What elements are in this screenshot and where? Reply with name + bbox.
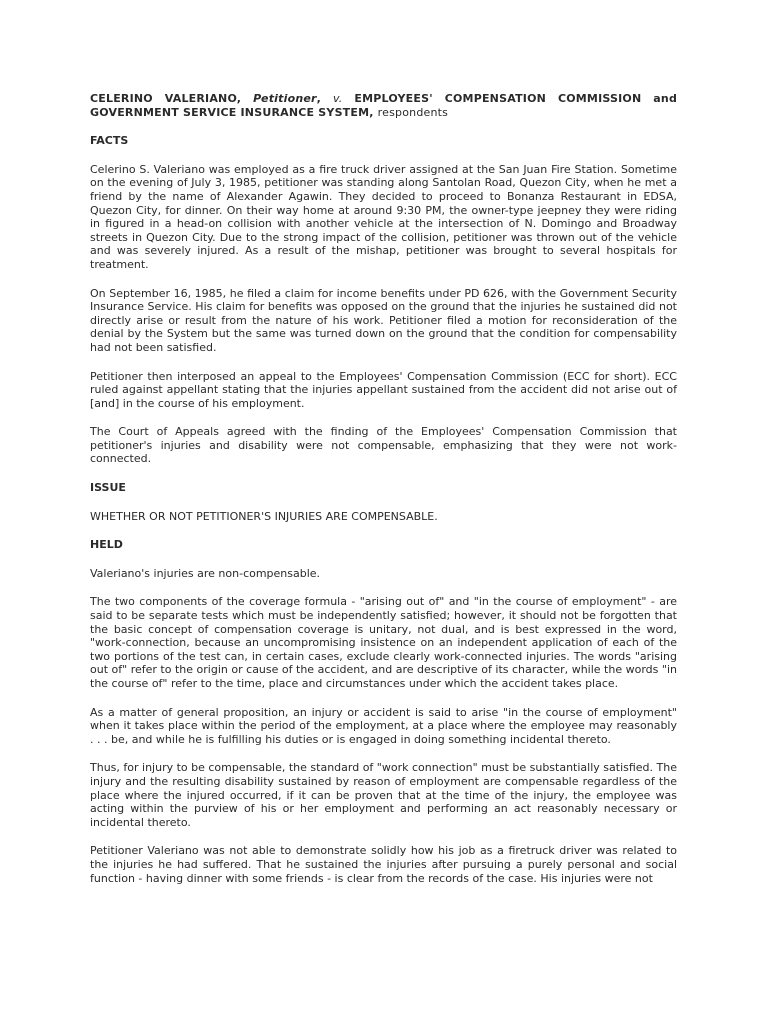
case-title (90, 92, 677, 119)
held-paragraph-4: Thus, for injury to be compensable, the standard of "work connection" must be substantially satisfied. The injury and the resulting disability sustained by reason of employment are compensable regardless of the place where the injured occurred, if it can be proven that at the time of the injury, the employee was acting within the purview of his or her employment and performing an act reasonably necessary or incidental thereto. (90, 761, 677, 829)
held-heading: HELD (90, 538, 123, 552)
facts-paragraph-2: On September 16, 1985, he filed a claim for income benefits under PD 626, with the Government Security Insurance Service. His claim for benefits was opposed on the ground that the injuries he sustained did not directly arise or result from the nature of his work. Petitioner filed a motion for reconsideration of the denial by the System but the same was turned down on the ground that the condition for compensability had not been satisfied. (90, 286, 677, 354)
issue-heading: ISSUE (90, 481, 126, 495)
facts-paragraph-3: Petitioner then interposed an appeal to the Employees' Compensation Commission (ECC for short). ECC ruled against appellant stating that the injuries appellant sustained from the accident did not arise out of [and] in the course of his employment. (90, 369, 677, 410)
petitioner-role: Petitioner (253, 92, 317, 105)
held-paragraph-2: The two components of the coverage formula - "arising out of" and "in the course of employment" - are said to be separate tests which must be independently satisfied; however, it should not be forgotten that the basic concept of compensation coverage is unitary, not dual, and is best expressed in the word, "work-connection, because an uncompromising insistence on an independent application of each of the two portions of the test can, in certain cases, exclude clearly work-connected injuries. The words "arising out of" refer to the origin or cause of the accident, and are descriptive of its character, while the words "in the course of" refer to the time, place and circumstances under which the accident takes place. (90, 595, 677, 690)
facts-paragraph-4: The Court of Appeals agreed with the finding of the Employees' Compensation Commission that petitioner's injuries and disability were not compensable, emphasizing that they were not work-connected. (90, 425, 677, 466)
versus-label: v. (332, 92, 343, 105)
petitioner-name: CELERINO VALERIANO, (90, 92, 242, 105)
held-paragraph-1: Valeriano's injuries are non-compensable. (90, 566, 321, 580)
held-paragraph-5: Petitioner Valeriano was not able to demonstrate solidly how his job as a firetruck driver was related to the injuries he had suffered. That he sustained the injuries after pursuing a purely personal and social function - having dinner with some friends - is clear from the records of the case. His injuries were not (90, 844, 677, 885)
document-body (90, 92, 677, 885)
facts-heading: FACTS (90, 134, 129, 148)
title-comma: , (316, 92, 322, 105)
respondents-name: EMPLOYEES' COMPENSATION COMMISSION and GOVERNMENT SERVICE INSURANCE SYSTEM, (90, 92, 678, 119)
respondents-role: respondents (377, 105, 449, 119)
held-paragraph-3: As a matter of general proposition, an injury or accident is said to arise "in the course of employment" when it takes place within the period of the employment, at a place where the employee may reasonably . . . be, and while he is fulfilling his duties or is engaged in doing something incidental thereto. (90, 705, 677, 746)
facts-paragraph-1: Celerino S. Valeriano was employed as a fire truck driver assigned at the San Juan Fire Station. Sometime on the evening of July 3, 1985, petitioner was standing along Santolan Road, Quezon City, when he met a friend by the name of Alexander Agawin. They decided to proceed to Bonanza Restaurant in EDSA, Quezon City, for dinner. On their way home at around 9:30 PM, the owner-type jeepney they were riding in figured in a head-on collision with another vehicle at the intersection of N. Domingo and Broadway streets in Quezon City. Due to the strong impact of the collision, petitioner was thrown out of the vehicle and was severely injured. As a result of the mishap, petitioner was brought to several hospitals for treatment. (90, 162, 677, 271)
issue-text: WHETHER OR NOT PETITIONER'S INJURIES ARE COMPENSABLE. (90, 509, 438, 523)
